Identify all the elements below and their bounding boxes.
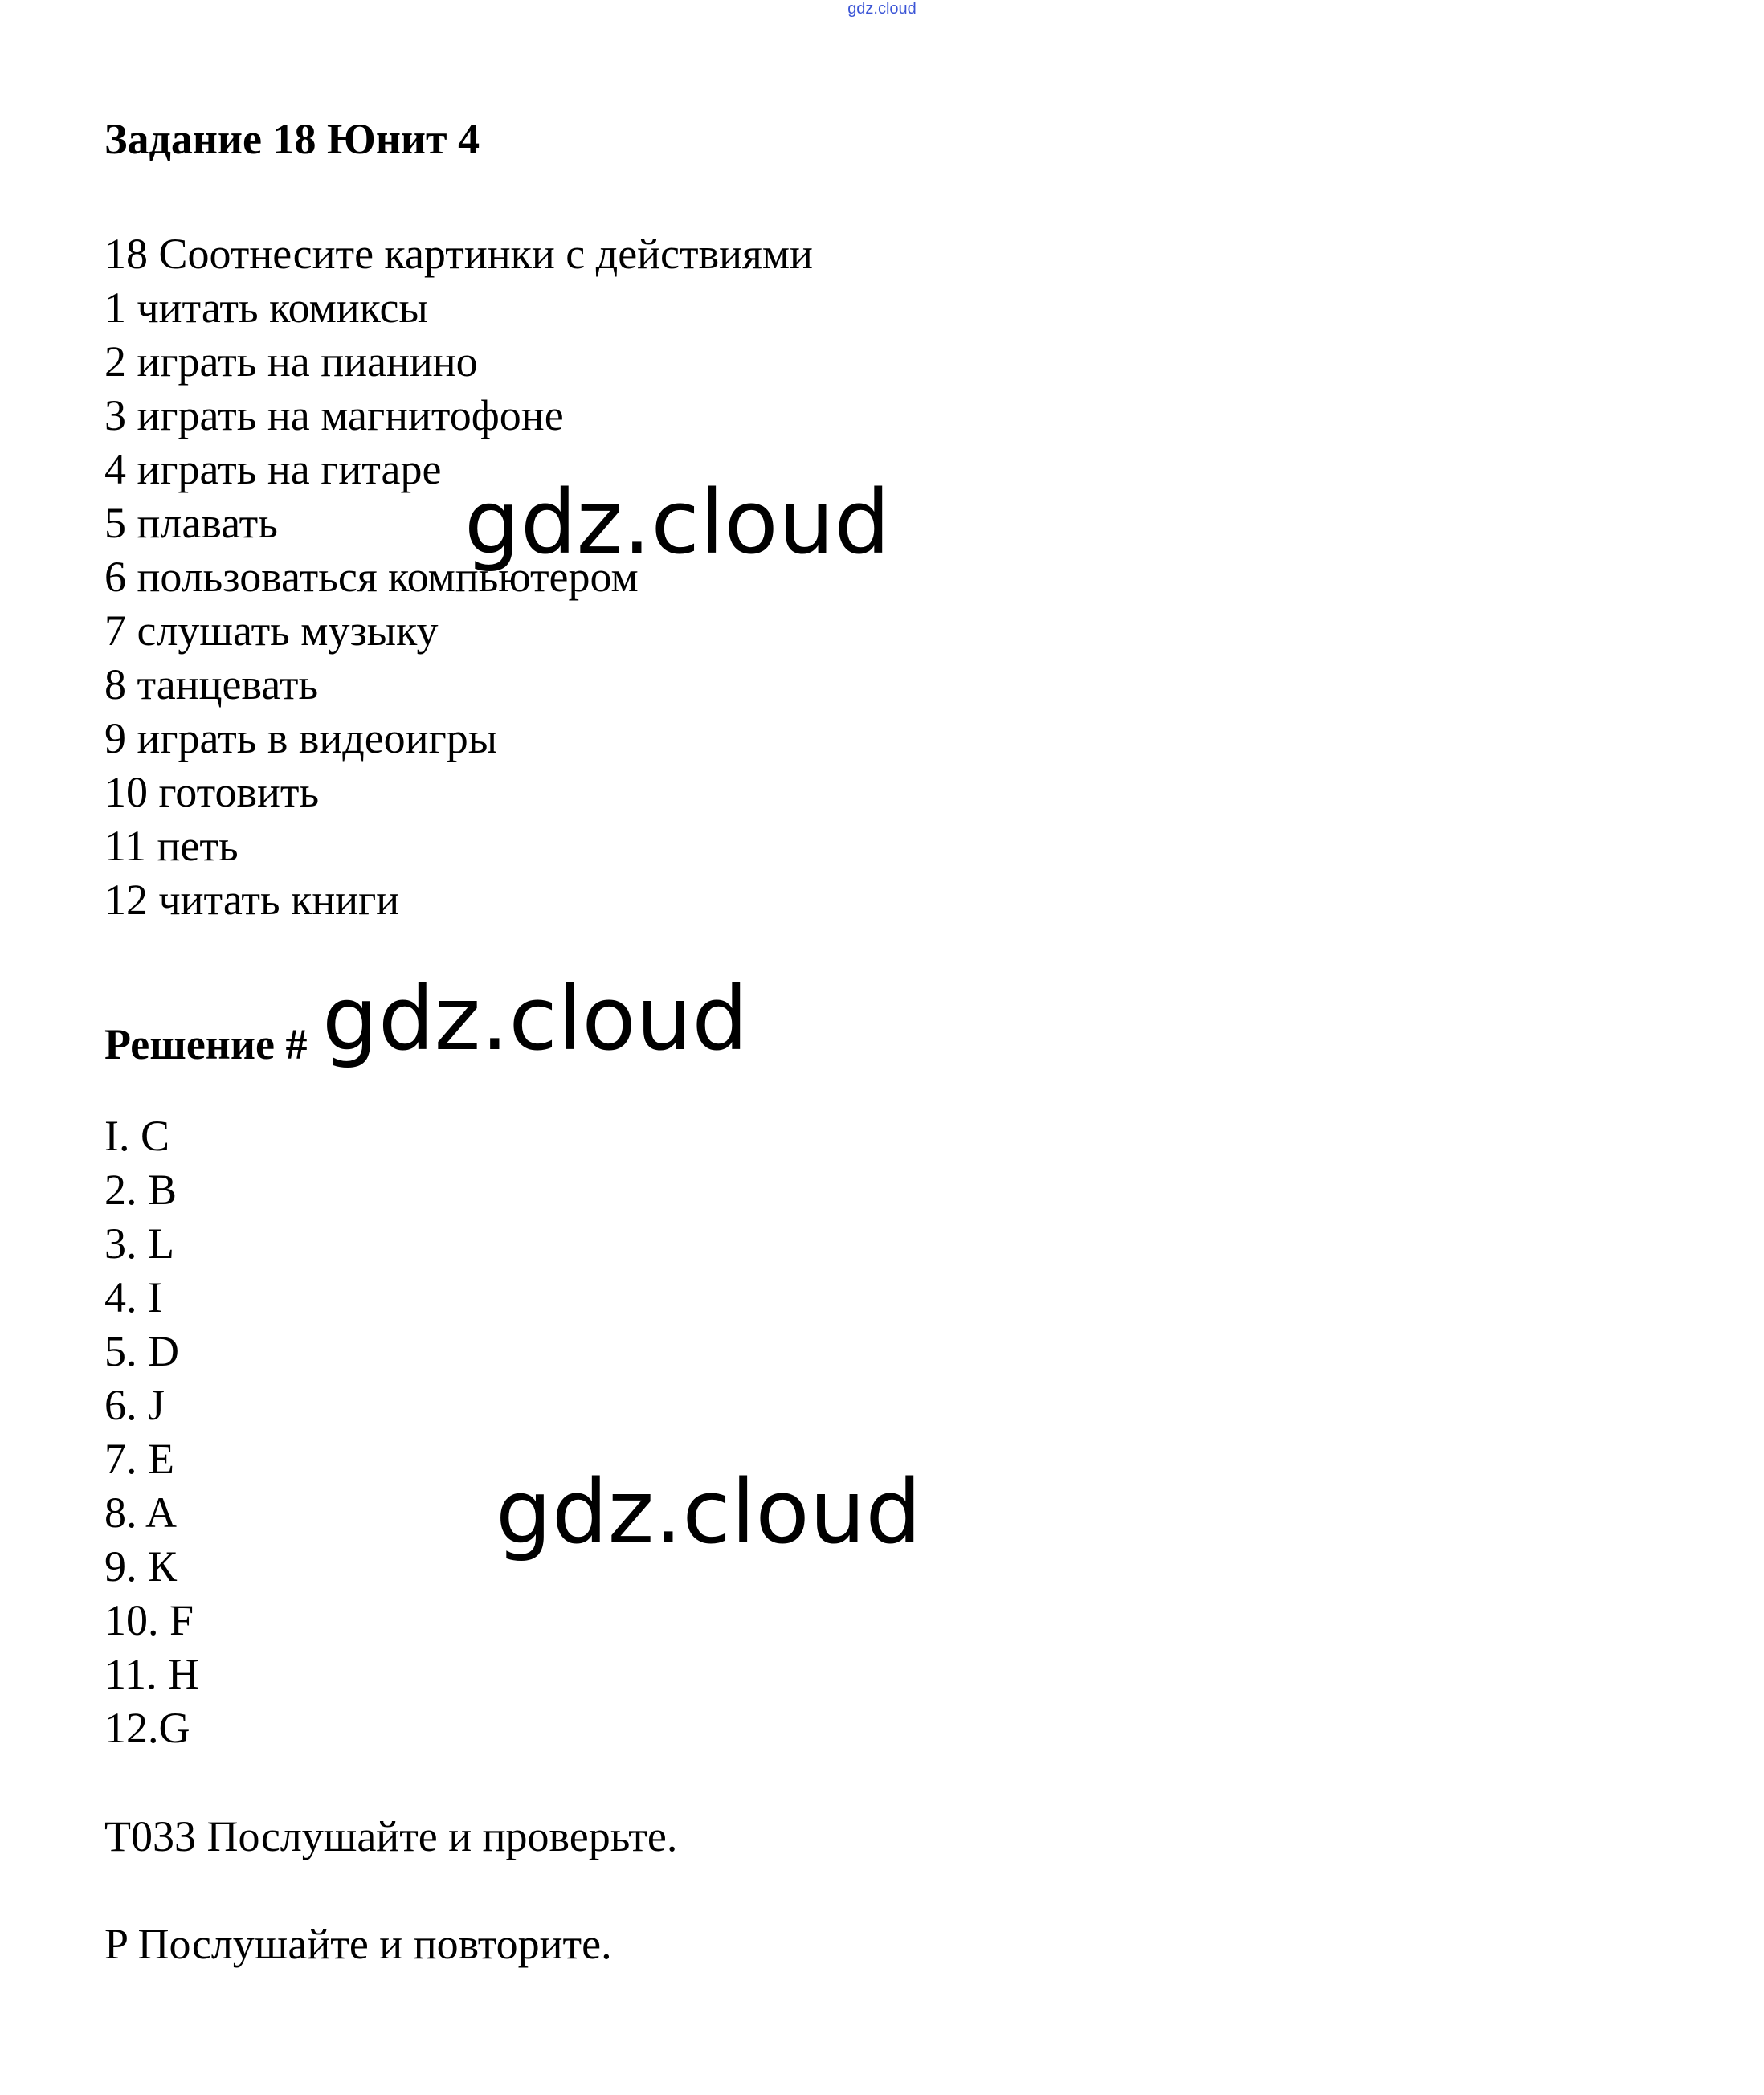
answer-item: 2. B [104,1166,178,1214]
answer-item: 6. J [104,1381,165,1429]
watermark: gdz.cloud [496,1460,922,1563]
answer-item: 10. F [104,1596,194,1644]
top-watermark-label: gdz.cloud [847,0,917,18]
answer-item: 12.G [104,1704,190,1752]
check-instruction: T033 Послушайте и проверьте. [104,1812,678,1860]
solution-title: Решение # [104,1020,308,1068]
answer-item: 9. К [104,1542,178,1591]
task-list [104,227,813,927]
task-title: Задание 18 Юнит 4 [104,115,480,163]
task-item: 2 играть на пианино [104,337,478,386]
task-item: 9 играть в видеоигры [104,714,498,762]
answer-item: 8. A [104,1489,178,1537]
answer-item: 5. D [104,1327,179,1375]
task-item: 6 пользоваться компьютером [104,553,639,601]
answer-item: 3. L [104,1219,174,1268]
answer-item: 7. E [104,1435,174,1483]
task-instruction: 18 Соотнесите картинки с действиями [104,230,813,278]
task-item: 1 читать комиксы [104,284,428,332]
task-item: 4 играть на гитаре [104,445,442,493]
task-item: 11 петь [104,822,239,870]
task-item: 12 читать книги [104,876,400,924]
answer-item: 4. I [104,1273,162,1321]
task-item: 10 готовить [104,768,320,816]
watermark: gdz.cloud [322,967,749,1070]
repeat-instruction: P Послушайте и повторите. [104,1920,612,1968]
task-item: 8 танцевать [104,660,319,709]
answer-item: 11. H [104,1650,199,1698]
task-item: 3 играть на магнитофоне [104,391,564,439]
task-item: 7 слушать музыку [104,606,439,655]
watermark: gdz.cloud [464,471,891,574]
task-item: 5 плавать [104,499,278,547]
answer-list [104,1109,199,1755]
answer-item: I. C [104,1112,169,1160]
